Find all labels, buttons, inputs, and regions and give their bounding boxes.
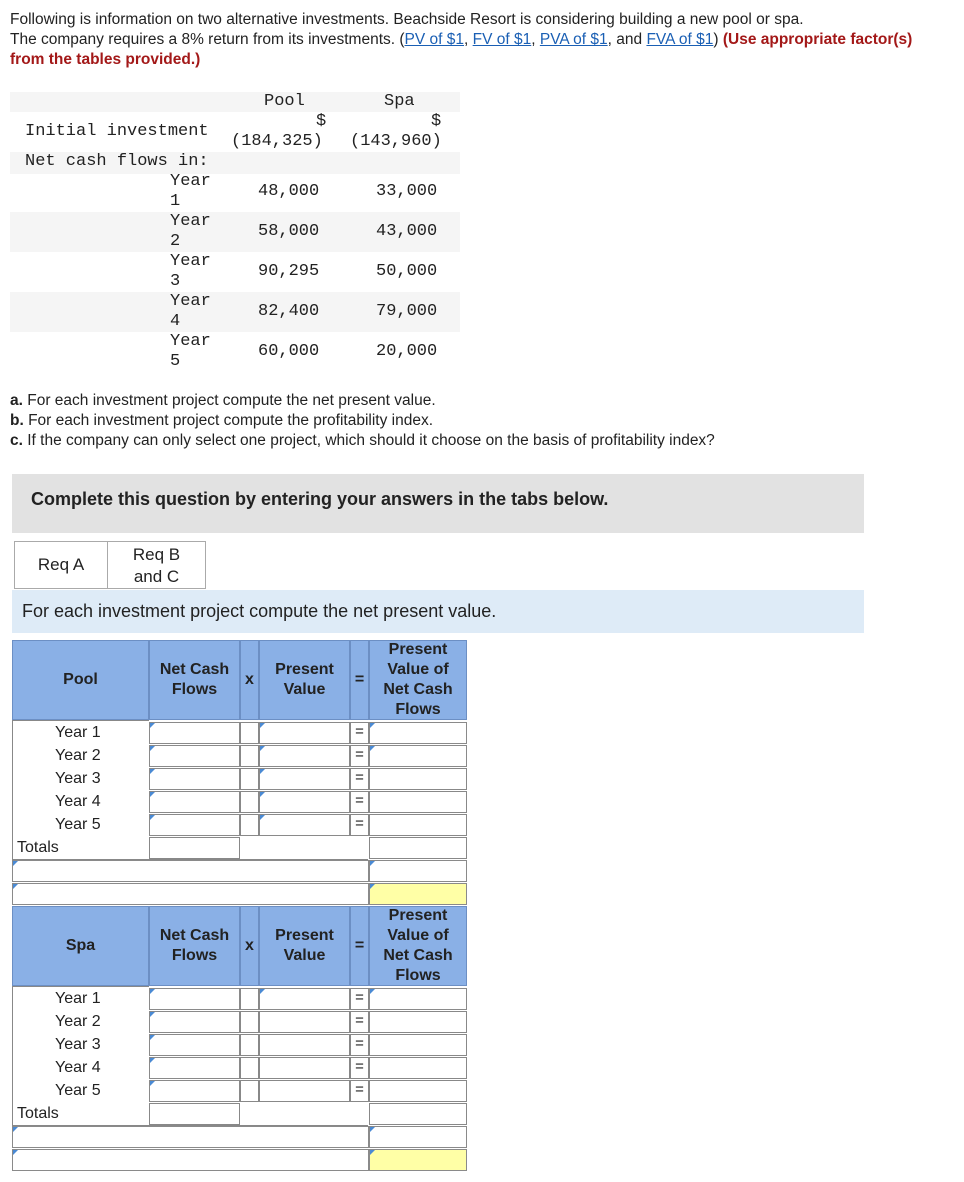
pool-pv-ncf-cell (369, 837, 467, 859)
equals-sign: = (350, 722, 369, 744)
table-border (12, 720, 13, 860)
equals-sign: = (350, 1034, 369, 1056)
header-line: Net Cash (159, 927, 230, 944)
spa-pv-factor-cell (259, 1080, 350, 1102)
question-b-prefix: b. (10, 412, 24, 429)
header-line: Present (388, 907, 448, 924)
present-value-header (259, 640, 350, 720)
spa-table-title: Spa (12, 906, 149, 986)
spa-initial-investment-input[interactable] (369, 1126, 467, 1148)
row-label: Year 3 (55, 1036, 101, 1053)
spa-pv-factor-cell (259, 1057, 350, 1079)
pool-pv-factor-input[interactable] (259, 814, 350, 836)
net-cash-flows-header (149, 906, 240, 986)
pool-ncf-input[interactable] (149, 814, 240, 836)
pool-cash-flow: 82,400 (258, 302, 320, 321)
header-line: Net Cash (383, 947, 453, 964)
pva-link[interactable]: PVA of $1 (539, 31, 608, 48)
spa-npv-label-input[interactable] (12, 1149, 369, 1171)
year-label: Year (170, 332, 211, 351)
header-line: Value (283, 947, 326, 964)
spa-initial-investment: (143,960) (350, 132, 442, 151)
pool-initial-investment-input[interactable] (369, 860, 467, 882)
net-cash-flows-header (149, 640, 240, 720)
pool-npv-label-input[interactable] (12, 883, 369, 905)
spa-ncf-input[interactable] (149, 988, 240, 1010)
net-cash-label: Net cash flows in: (25, 152, 209, 171)
question-c (10, 431, 715, 451)
pool-ncf-input[interactable] (149, 768, 240, 790)
multiply-operator: x (240, 906, 259, 986)
row-label: Year 4 (55, 1059, 101, 1076)
pool-col-header: Pool (264, 92, 305, 111)
initial-investment-label: Initial investment (25, 122, 209, 141)
totals-label: Totals (17, 1105, 59, 1122)
row-label: Year 2 (55, 1013, 101, 1030)
equals-operator: = (350, 640, 369, 720)
pool-pv-factor-input[interactable] (259, 768, 350, 790)
sep: ) (713, 31, 719, 48)
spa-ncf-input[interactable] (149, 1011, 240, 1033)
spa-ncf-total (149, 1103, 240, 1125)
pool-ncf-input[interactable] (149, 791, 240, 813)
spa-pv-ncf-cell (369, 1057, 467, 1079)
spa-pv-ncf-cell (369, 1034, 467, 1056)
multiply-operator: x (240, 640, 259, 720)
spa-initial-investment-label-input[interactable] (12, 1126, 369, 1148)
sep: , and (607, 31, 647, 48)
fv-link[interactable]: FV of $1 (472, 31, 532, 48)
spa-cash-flow: 43,000 (376, 222, 438, 241)
equals-sign: = (350, 791, 369, 813)
header-line: Net Cash (383, 681, 453, 698)
spa-cash-flow: 20,000 (376, 342, 438, 361)
row-label: Year 4 (55, 793, 101, 810)
header-line: Present (275, 661, 334, 678)
header-line: Value of (387, 661, 449, 678)
question-b-text: For each investment project compute the profitability index. (23, 412, 434, 429)
year-label: Year (170, 172, 211, 191)
intro-line-2: The company requires a 8% return from its investments. ( (10, 31, 405, 48)
spa-pv-ncf-cell (369, 1011, 467, 1033)
header-line: Present (275, 927, 334, 944)
pool-cash-flow: 60,000 (258, 342, 320, 361)
pool-pv-factor-input[interactable] (259, 745, 350, 767)
spa-npv-input[interactable] (369, 1149, 467, 1171)
blank-cell (240, 1011, 259, 1033)
question-c-text: If the company can only select one project, which should it choose on the basis of profitability index? (22, 432, 715, 449)
row-label: Year 1 (55, 990, 101, 1007)
tab-instruction: For each investment project compute the net present value. (12, 590, 864, 633)
year-number: 3 (170, 272, 181, 291)
year-number: 1 (170, 192, 181, 211)
blank-cell (240, 814, 259, 836)
year-label: Year (170, 292, 211, 311)
pool-ncf-total (149, 837, 240, 859)
intro-line-1: Following is information on two alternative investments. Beachside Resort is considering building a new pool or spa. (10, 11, 804, 28)
pool-cash-flow: 48,000 (258, 182, 320, 201)
spa-ncf-input[interactable] (149, 1057, 240, 1079)
question-list (10, 391, 715, 451)
blank-cell (240, 988, 259, 1010)
header-line: Value of (387, 927, 449, 944)
sep: , (531, 31, 540, 48)
pool-pv-ncf-cell (369, 791, 467, 813)
table-border (12, 720, 149, 721)
spa-pv-ncf-input[interactable] (369, 988, 467, 1010)
present-value-header (259, 906, 350, 986)
spa-col-header: Spa (384, 92, 415, 111)
spa-ncf-input[interactable] (149, 1080, 240, 1102)
fva-link[interactable]: FVA of $1 (646, 31, 714, 48)
table-border (12, 986, 149, 987)
pool-initial-investment: (184,325) (231, 132, 323, 151)
blank-cell (240, 1057, 259, 1079)
header-line: Flows (395, 967, 441, 984)
equals-sign: = (350, 768, 369, 790)
header-line: Flows (171, 947, 218, 964)
blank-cell (240, 722, 259, 744)
question-a-prefix: a. (10, 392, 23, 409)
pool-pv-ncf-input[interactable] (369, 722, 467, 744)
spa-cash-flow: 50,000 (376, 262, 438, 281)
instruction-banner: Complete this question by entering your answers in the tabs below. (12, 474, 864, 533)
pool-cash-flow: 90,295 (258, 262, 320, 281)
row-label: Year 5 (55, 1082, 101, 1099)
blank-cell (240, 1034, 259, 1056)
pv-net-cash-flows-header (369, 640, 467, 720)
intro-instruction: (Use appropriate factor(s) from the tables provided.) (10, 31, 913, 68)
equals-sign: = (350, 1080, 369, 1102)
pool-pv-ncf-cell (369, 768, 467, 790)
pool-pv-ncf-cell (369, 814, 467, 836)
pool-initial-investment-label-input[interactable] (12, 860, 369, 882)
row-label: Year 2 (55, 747, 101, 764)
spa-pv-factor-cell (259, 1011, 350, 1033)
blank-cell (240, 745, 259, 767)
question-b (10, 411, 715, 431)
pv-net-cash-flows-header (369, 906, 467, 986)
pool-pv-factor-input[interactable] (259, 791, 350, 813)
blank-cell (240, 1080, 259, 1102)
header-line: Flows (395, 701, 441, 718)
equals-operator: = (350, 906, 369, 986)
header-line: Net Cash (159, 661, 230, 678)
pool-table-title: Pool (12, 640, 149, 720)
sep: , (464, 31, 473, 48)
header-line: Present (388, 641, 448, 658)
spa-cash-flow: 33,000 (376, 182, 438, 201)
row-label: Year 3 (55, 770, 101, 787)
row-label: Year 5 (55, 816, 101, 833)
spa-pv-factor-input[interactable] (259, 988, 350, 1010)
spa-currency: $ (431, 112, 442, 131)
pv-link[interactable]: PV of $1 (404, 31, 465, 48)
equals-sign: = (350, 988, 369, 1010)
equals-sign: = (350, 745, 369, 767)
blank-cell (240, 791, 259, 813)
pool-currency: $ (316, 112, 327, 131)
year-number: 4 (170, 312, 181, 331)
equals-sign: = (350, 1011, 369, 1033)
header-line: Value (283, 681, 326, 698)
year-number: 2 (170, 232, 181, 251)
year-number: 5 (170, 352, 181, 371)
pool-npv-input[interactable] (369, 883, 467, 905)
table-border (12, 986, 13, 1126)
tab-req-a[interactable]: Req A (14, 541, 108, 589)
totals-label: Totals (17, 839, 59, 856)
row-label: Year 1 (55, 724, 101, 741)
header-line: Flows (171, 681, 218, 698)
tab-req-b-and-c[interactable] (108, 541, 206, 589)
equals-sign: = (350, 1057, 369, 1079)
spa-pv-ncf-cell (369, 1103, 467, 1125)
tab-req-b-line2: and C (133, 567, 180, 586)
pool-ncf-input[interactable] (149, 722, 240, 744)
spa-ncf-input[interactable] (149, 1034, 240, 1056)
pool-pv-factor-input[interactable] (259, 722, 350, 744)
question-a (10, 391, 715, 411)
pool-ncf-input[interactable] (149, 745, 240, 767)
tab-req-b-line1: Req B (132, 545, 181, 564)
pool-cash-flow: 58,000 (258, 222, 320, 241)
intro-text (10, 10, 950, 70)
equals-sign: = (350, 814, 369, 836)
question-a-text: For each investment project compute the net present value. (22, 392, 436, 409)
year-label: Year (170, 252, 211, 271)
year-label: Year (170, 212, 211, 231)
pool-pv-ncf-input[interactable] (369, 745, 467, 767)
question-c-prefix: c. (10, 432, 23, 449)
spa-cash-flow: 79,000 (376, 302, 438, 321)
blank-cell (240, 768, 259, 790)
spa-pv-factor-cell (259, 1034, 350, 1056)
spa-pv-ncf-cell (369, 1080, 467, 1102)
